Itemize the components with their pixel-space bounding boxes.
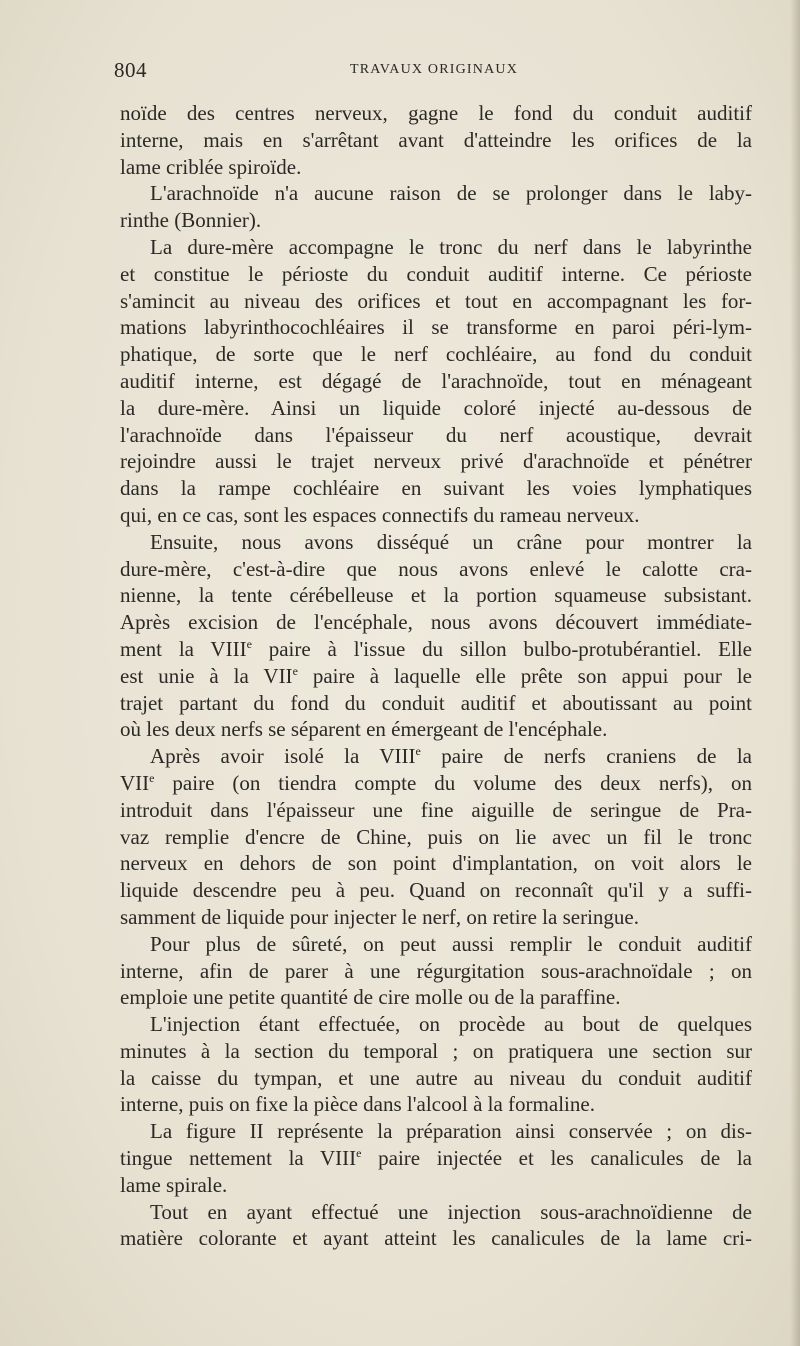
text-line: [120, 663, 752, 690]
text-line: emploie une petite quantité de cire molle ou de la paraffine.: [120, 985, 621, 1010]
text-line: [120, 770, 752, 797]
text-line: vaz remplie d'encre de Chine, puis on lie avec un fil le tronc: [120, 824, 752, 849]
text-line: minutes à la section du temporal ; on pratiquera une section sur: [120, 1038, 752, 1063]
text-fragment: est unie à la VII: [120, 663, 293, 688]
text-line: la dure-mère. Ainsi un liquide coloré injecté au-dessous de: [120, 395, 752, 420]
page-header: [114, 58, 754, 88]
text-line: introduit dans l'épaisseur une fine aiguille de seringue de Pra-: [120, 797, 752, 822]
ordinal-superscript: e: [149, 770, 155, 785]
text-line: nienne, la tente cérébelleuse et la portion squameuse subsistant.: [120, 583, 752, 608]
text-line: Tout en ayant effectué une injection sous-arachnoïdienne de: [150, 1199, 752, 1224]
text-line: mations labyrinthocochléaires il se transforme en paroi péri-lym-: [120, 315, 752, 340]
text-line: noïde des centres nerveux, gagne le fond du conduit auditif: [120, 101, 752, 125]
text-fragment: Après avoir isolé la VIII: [150, 744, 416, 769]
text-line: rejoindre aussi le trajet nerveux privé d'arachnoïde et pénétrer: [120, 449, 752, 474]
text-fragment: VII: [120, 770, 150, 795]
ordinal-superscript: e: [415, 744, 421, 759]
text-line: matière colorante et ayant atteint les canalicules de la lame cri-: [120, 1226, 752, 1251]
text-line: Après excision de l'encéphale, nous avons découvert immédiate-: [120, 610, 752, 635]
text-line: lame spirale.: [120, 1172, 228, 1197]
text-fragment: paire à l'issue du sillon bulbo-protubérantiel. Elle: [251, 636, 752, 661]
text-line: dans la rampe cochléaire en suivant les voies lymphatiques: [120, 476, 752, 501]
ordinal-superscript: e: [356, 1146, 362, 1161]
text-line: interne, afin de parer à une régurgitation sous-arachnoïdale ; on: [120, 958, 752, 983]
text-line: interne, puis on fixe la pièce dans l'alcool à la formaline.: [120, 1092, 595, 1117]
text-fragment: paire de nerfs craniens de la: [420, 744, 752, 769]
running-head: TRAVAUX ORIGINAUX: [349, 62, 519, 77]
text-fragment: paire (on tiendra compte du volume des deux nerfs), on: [154, 770, 752, 795]
text-line: [120, 1145, 752, 1172]
text-line: Ensuite, nous avons disséqué un crâne pour montrer la: [150, 529, 752, 554]
text-line: Pour plus de sûreté, on peut aussi remplir le conduit auditif: [150, 931, 752, 956]
text-line: trajet partant du fond du conduit auditif et aboutissant au point: [120, 690, 752, 715]
text-line: [120, 743, 752, 770]
text-line: lame criblée spiroïde.: [120, 154, 302, 179]
page-edge-shadow: [790, 0, 800, 1346]
text-line: [120, 636, 752, 663]
page-number: 804: [114, 58, 147, 82]
text-line: L'injection étant effectuée, on procède au bout de quelques: [150, 1012, 752, 1037]
text-line: où les deux nerfs se séparent en émergeant de l'encéphale.: [120, 717, 608, 742]
text-line: et constitue le périoste du conduit auditif interne. Ce périoste: [120, 261, 752, 286]
text-line: La dure-mère accompagne le tronc du nerf dans le labyrinthe: [150, 234, 752, 259]
text-fragment: ment la VIII: [120, 636, 247, 661]
text-line: liquide descendre peu à peu. Quand on reconnaît qu'il y a suffi-: [120, 878, 752, 903]
ordinal-superscript: e: [292, 663, 298, 678]
text-line: rinthe (Bonnier).: [120, 208, 262, 233]
text-line: L'arachnoïde n'a aucune raison de se prolonger dans le laby-: [150, 181, 752, 206]
text-line: qui, en ce cas, sont les espaces connectifs du rameau nerveux.: [120, 502, 640, 527]
text-line: dure-mère, c'est-à-dire que nous avons enlevé le calotte cra-: [120, 556, 752, 581]
text-line: nerveux en dehors de son point d'implantation, on voit alors le: [120, 851, 752, 876]
text-line: la caisse du tympan, et une autre au niveau du conduit auditif: [120, 1065, 752, 1090]
text-line: l'arachnoïde dans l'épaisseur du nerf acoustique, devrait: [120, 422, 752, 447]
text-line: interne, mais en s'arrêtant avant d'atteindre les orifices de la: [120, 127, 752, 152]
text-fragment: tingue nettement la VIII: [120, 1146, 357, 1171]
text-line: samment de liquide pour injecter le nerf, on retire la seringue.: [120, 904, 639, 929]
text-fragment: paire injectée et les canalicules de la: [361, 1146, 752, 1171]
text-line: s'amincit au niveau des orifices et tout en accompagnant les for-: [120, 288, 752, 313]
ordinal-superscript: e: [246, 636, 252, 651]
text-line: auditif interne, est dégagé de l'arachnoïde, tout en ménageant: [120, 368, 752, 393]
text-fragment: paire à laquelle elle prête son appui pour le: [297, 663, 753, 688]
body-text: [120, 100, 752, 1252]
text-line: La figure II représente la préparation ainsi conservée ; on dis-: [150, 1119, 752, 1144]
text-line: phatique, de sorte que le nerf cochléaire, au fond du conduit: [120, 342, 752, 367]
